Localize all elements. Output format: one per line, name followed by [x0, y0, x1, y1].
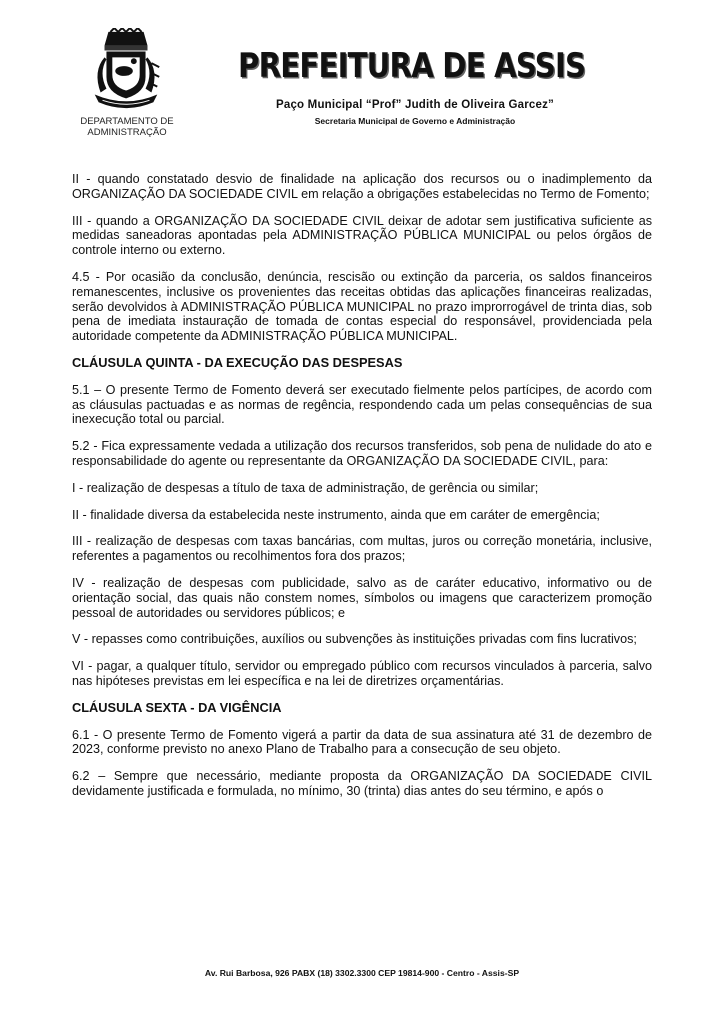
department-line-2: ADMINISTRAÇÃO: [87, 127, 167, 138]
paragraph: III - realização de despesas com taxas bancárias, com multas, juros ou correção monetária, inclusive, referentes a pagamentos ou recolhimentos fora dos prazos;: [72, 534, 652, 564]
paragraph: 5.1 – O presente Termo de Fomento deverá ser executado fielmente pelos partícipes, de acordo com as cláusulas pactuadas e as normas de regência, respondendo cada um pelas consequências de sua inexecução total ou parcial.: [72, 382, 652, 427]
paragraph: 4.5 - Por ocasião da conclusão, denúncia, rescisão ou extinção da parceria, os saldos financeiros remanescentes, inclusive os provenientes das receitas obtidas das aplicações financeiras realizadas, serão devolvidos à ADMINISTRAÇÃO PÚBLICA MUNICIPAL no prazo improrrogável de trinta dias, sob pena de imediata instauração de tomada de contas especial do responsável, providenciada pela autoridade competente da ADMINISTRAÇÃO PÚBLICA MUNICIPAL.: [72, 269, 652, 344]
section-heading: CLÁUSULA SEXTA - DA VIGÊNCIA: [72, 699, 282, 715]
coat-of-arms-icon: [88, 28, 164, 114]
paragraph: V - repasses como contribuições, auxílios ou subvenções às instituições privadas com fins lucrativos;: [72, 632, 637, 647]
paragraph: IV - realização de despesas com publicidade, salvo as de caráter educativo, informativo ou de orientação social, das quais não constem nomes, símbolos ou imagens que caracterizem promoção pessoal de autoridades ou servidores públicos; e: [72, 575, 652, 620]
paragraph: 5.2 - Fica expressamente vedada a utilização dos recursos transferidos, sob pena de nulidade do ato e responsabilidade do agente ou representante da ORGANIZAÇÃO DA SOCIEDADE CIVIL, para:: [72, 439, 652, 468]
header-secretariat: Secretaria Municipal de Governo e Administração: [314, 116, 516, 126]
paragraph: II - quando constatado desvio de finalidade na aplicação dos recursos ou o inadimplemento da ORGANIZAÇÃO DA SOCIEDADE CIVIL em relação a obrigações estabelecidas no Termo de Fomento;: [72, 172, 652, 201]
page-title: PREFEITURA DE ASSIS: [238, 46, 586, 86]
header-subtitle: Paço Municipal “Prof” Judith de Oliveira Garcez”: [275, 99, 554, 111]
department-label: [62, 116, 192, 138]
department-line-1: DEPARTAMENTO DE: [80, 116, 174, 127]
paragraph: VI - pagar, a qualquer título, servidor ou empregado público com recursos vinculados à parceria, salvo nas hipóteses previstas em lei específica e na lei de diretrizes orçamentárias.: [72, 659, 652, 688]
paragraph: I - realização de despesas a título de taxa de administração, de gerência ou similar;: [72, 480, 539, 495]
paragraph: 6.1 - O presente Termo de Fomento vigerá a partir da data de sua assinatura até 31 de dezembro de 2023, conforme previsto no anexo Plano de Trabalho para a consecução de seu objeto.: [72, 727, 652, 757]
section-heading: CLÁUSULA QUINTA - DA EXECUÇÃO DAS DESPESAS: [72, 354, 403, 370]
footer-address: Av. Rui Barbosa, 926 PABX (18) 3302.3300 CEP 19814-900 - Centro - Assis-SP: [204, 968, 520, 978]
paragraph: II - finalidade diversa da estabelecida neste instrumento, ainda que em caráter de emergência;: [72, 507, 600, 522]
document-body: [72, 172, 652, 811]
paragraph: III - quando a ORGANIZAÇÃO DA SOCIEDADE CIVIL deixar de adotar sem justificativa suficiente as medidas saneadoras apontadas pela ADMINISTRAÇÃO PÚBLICA MUNICIPAL ou pelos órgãos de controle interno ou externo.: [72, 213, 652, 258]
paragraph: 6.2 – Sempre que necessário, mediante proposta da ORGANIZAÇÃO DA SOCIEDADE CIVIL devidamente justificada e formulada, no mínimo, 30 (trinta) dias antes do seu término, e após o: [72, 769, 652, 798]
